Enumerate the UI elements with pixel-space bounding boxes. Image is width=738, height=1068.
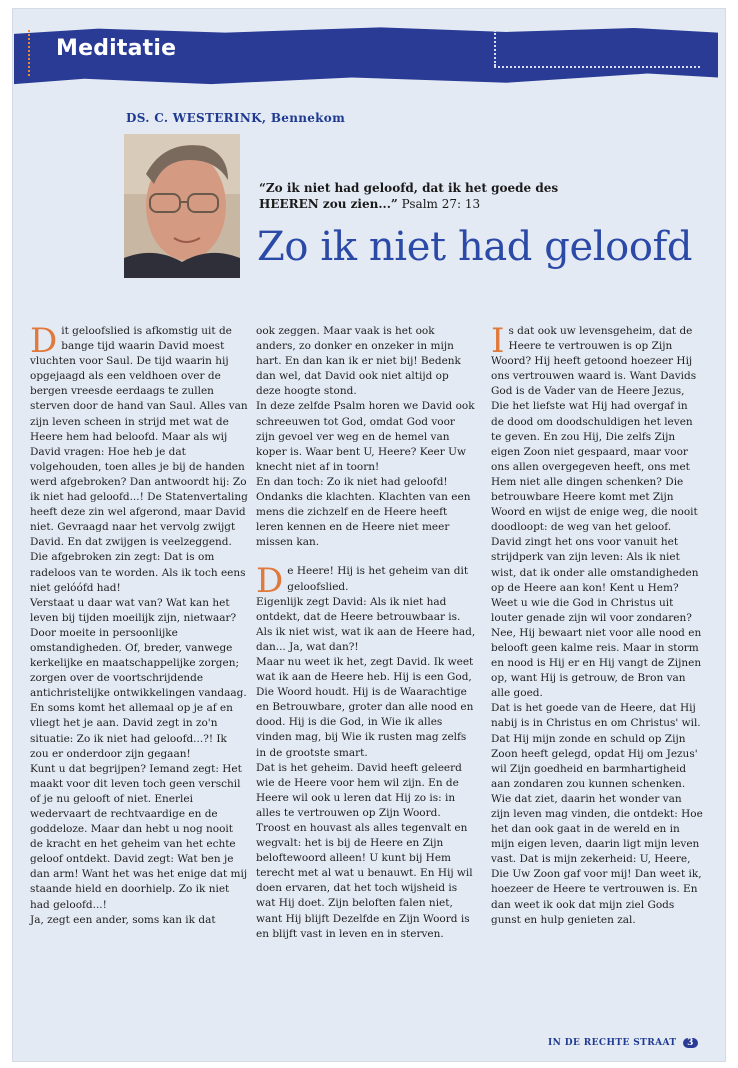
author-byline <box>126 111 345 125</box>
column-3-text-2: Dat is het goede van de Heere, dat Hij nabij is in Christus en om Christus' wil. Dat Hij mijn zonde en schuld op Zijn Zoon heeft gelegd, opdat Hij om Jezus' wil Zijn goedheid en barmhartigheid aan zondaren zou kunnen schenken. <box>491 702 701 790</box>
author-name: DS. C. WESTERINK, <box>126 111 267 125</box>
column-1-text: it geloofslied is afkomstig uit de bange tijd waarin David moest vluchten voor Saul. De tijd waarin hij opgejaagd als een veldhoen over de bergen vreesde eerdaags te zullen sterven door de hand van Saul. Alles van zijn leven scheen in strijd met wat de Heere hem had beloofd. Maar als wij David vragen: Hoe heb je dat volgehouden, toen alles je bij de handen werd afgebroken? Dan antwoordt hij: Zo ik niet had geloofd...! De Statenvertaling heeft deze zin wel afgerond, maar David niet. Gevraagd naar het vervolg zwijgt David. En dat zwijgen is veelzeggend. Die afgebroken zin zegt: Dat is om radeloos van te worden. Als ik toch eens niet gelóófd had! <box>30 325 248 594</box>
quote-text: “Zo ik niet had geloofd, dat ik het goede des HEEREN zou zien...” <box>259 181 559 211</box>
author-place: Bennekom <box>270 111 346 125</box>
magazine-title: IN DE RECHTE STRAAT <box>548 1038 677 1048</box>
article-column-3 <box>491 321 703 928</box>
author-photo <box>124 134 240 278</box>
column-2-text-3: En dan toch: Zo ik niet had geloofd! Ondanks die klachten. Klachten van een mens die zichzelf en de Heere heeft leren kennen en de Heere niet meer missen kan. <box>256 475 471 549</box>
column-3-text-3: Wie dat ziet, daarin het wonder van zijn leven mag vinden, die ontdekt: Hoe het dan ook gaat in de wereld en in mijn eigen leven, daarin ligt mijn leven vast. Dat is mijn zekerheid: U, Heere, Die Uw Zoon gaf voor mij! Dan weet ik, hoezeer de Heere te vertrouwen is. En dan weet ik ook dat mijn ziel Gods gunst en hulp genieten zal. <box>491 792 703 926</box>
banner-dotted-line <box>494 66 700 68</box>
column-1-text-3: Kunt u dat begrijpen? Iemand zegt: Het maakt voor dit leven toch geen verschil of je nu gelooft of niet. Enerlei wedervaart de rechtvaardige en de goddeloze. Maar dan hebt u nog nooit de kracht en het geheim van het echte geloof ontdekt. David zegt: Wat ben je dan arm! Want het was het enige dat mij staande hield en doorhielp. Zo ik niet had geloofd...! <box>30 762 248 911</box>
banner-orange-dotted-line <box>28 30 30 76</box>
drop-cap-d-2: D <box>256 561 284 602</box>
page-number: 3 <box>683 1038 698 1048</box>
column-3-paragraph <box>491 321 703 701</box>
column-3-text: s dat ook uw levensgeheim, dat de Heere te vertrouwen is op Zijn Woord? Hij heeft getoond hoezeer Hij ons vertrouwen waard is. Want Davids God is de Vader van de Heere Jezus, Die het liefste wat Hij had overgaf in de dood om doodschuldigen het leven te geven. En zou Hij, Die zelfs Zijn eigen Zoon niet gespaard, maar voor ons allen overgegeven heeft, ons met Hem niet alle dingen schenken? Die betrouwbare Heere komt met Zijn Woord en wijst de enige weg, die nooit doodloopt: de weg van het geloof. David zingt het ons voor vanuit het strijdperk van zijn leven: Als ik niet wist, dat ik onder alle omstandigheden op de Heere aan kon! Kent u Hem? Weet u wie die God in Christus uit louter genade zijn wil voor zondaren? Nee, Hij bewaart niet voor alle nood en belooft geen kalme reis. Maar in storm en nood is Hij er en Hij vangt de Zijnen op, want Hij is getrouw, de Bron van alle goed. <box>491 325 702 700</box>
article-column-2 <box>256 324 476 942</box>
drop-cap-i: I <box>491 321 505 361</box>
column-2-text-2: In deze zelfde Psalm horen we David ook schreeuwen tot God, omdat God voor zijn gevoel ver weg en de hemel van koper is. Waar bent U, Heere? Keer Uw knecht niet af in toorn! <box>256 400 475 473</box>
banner-dotted-divider <box>494 30 496 66</box>
scripture-quote <box>259 180 559 212</box>
page-footer <box>548 1038 698 1048</box>
column-2-paragraph <box>256 561 476 602</box>
article-column-1 <box>30 321 248 928</box>
portrait-illustration <box>124 134 240 278</box>
column-1-text-2: Verstaat u daar wat van? Wat kan het leven bij tijden moeilijk zijn, nietwaar? Door moeite in persoonlijke omstandigheden. Of, breder, vanwege kerkelijke en maatschappelijke zorgen; zorgen over de voortschrijdende antichristelijke ontwikkelingen vandaag. En soms komt het allemaal op je af en vliegt het je aan. David zegt in zo'n situatie: Zo ik niet had geloofd...?! Ik zou er onderdoor zijn gegaan! <box>30 596 247 760</box>
column-2-para-2b: Eigenlijk zegt David: Als ik niet had ontdekt, dat de Heere betrouwbaar is. Als ik niet wist, wat ik aan de Heere had, dan... Ja, wat dan?! <box>256 595 476 653</box>
column-1-paragraph <box>30 321 248 596</box>
section-title: Meditatie <box>56 36 177 61</box>
column-2-para-2c: Maar nu weet ik het, zegt David. Ik weet wat ik aan de Heere heb. Hij is een God, Die Woord houdt. Hij is de Waarachtige en Betrouwbare, groter dan alle nood en dood. Hij is die God, in Wie ik alles vinden mag, bij Wie ik rusten mag zelfs in de grootste smart. <box>256 655 474 759</box>
drop-cap-d: D <box>30 321 58 361</box>
quote-reference: Psalm 27: 13 <box>401 197 481 211</box>
column-2-text: ook zeggen. Maar vaak is het ook anders, zo donker en onzeker in mijn hart. En dan kan ik er niet bij! Bedenk dan wel, dat David ook niet altijd op deze hoogte stond. <box>256 325 461 398</box>
column-2-para-2: e Heere! Hij is het geheim van dit geloofslied. <box>287 565 469 593</box>
column-2-para-2d: Dat is het geheim. David heeft geleerd wie de Heere voor hem wil zijn. En de Heere wil ook u leren dat Hij zo is: in alles te vertrouwen op Zijn Woord. Troost en houvast als alles tegenvalt en wegvalt: het is bij de Heere en Zijn beloftewoord alleen! U kunt bij Hem terecht met al wat u benauwt. En Hij wil doen ervaren, dat het toch wijsheid is wat Hij doet. Zijn beloften falen niet, want Hij blijft Dezelfde en Zijn Woord is en blijft vast in leven en in sterven. <box>256 761 473 940</box>
column-1-text-4: Ja, zegt een ander, soms kan ik dat <box>30 913 216 926</box>
article-headline: Zo ik niet had geloofd <box>257 224 693 270</box>
